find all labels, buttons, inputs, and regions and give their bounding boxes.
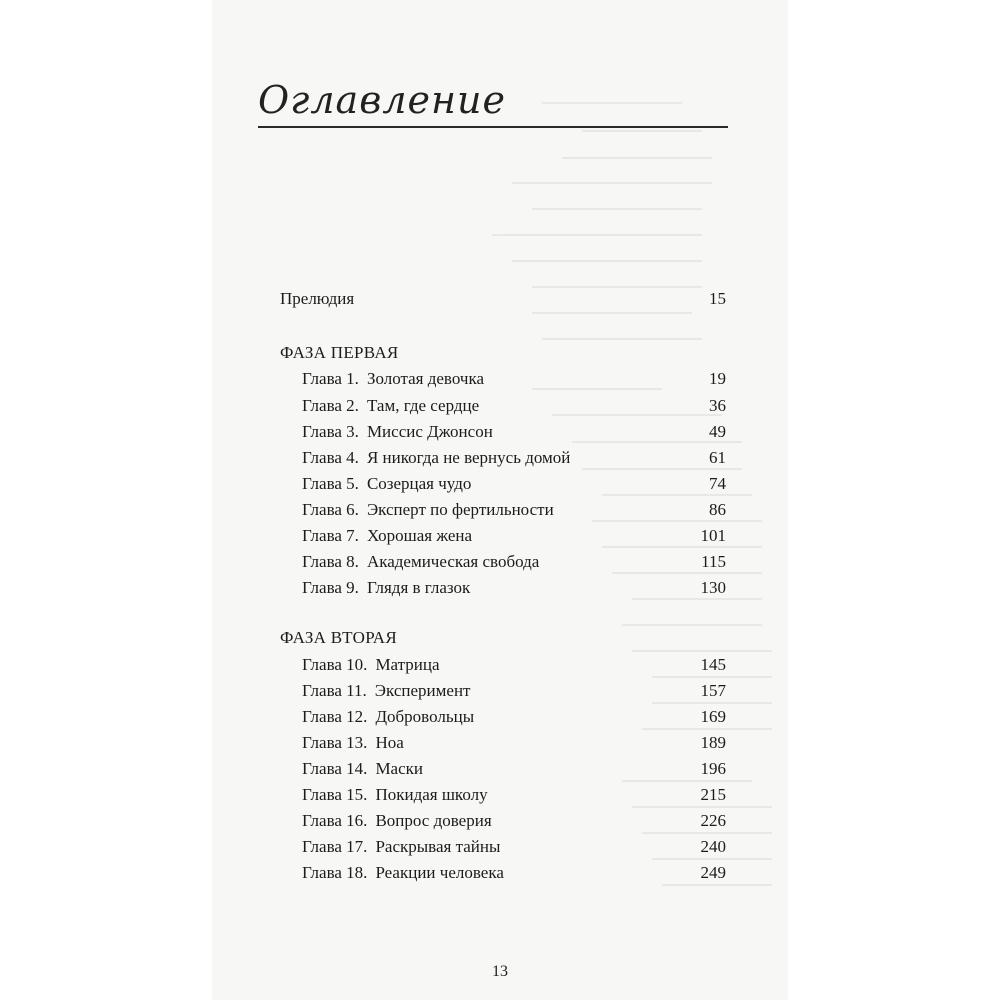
toc-entry-chapter-5[interactable] (302, 473, 726, 495)
section-heading-phase-2: ФАЗА ВТОРАЯ (280, 628, 398, 647)
chapter-number: Глава 16. (302, 811, 368, 830)
chapter-number: Глава 15. (302, 785, 368, 804)
toc-entry-chapter-14[interactable] (302, 758, 726, 780)
entry-title (302, 525, 472, 547)
toc-entry-chapter-1[interactable] (302, 368, 726, 390)
chapter-title: Я никогда не вернусь домой (366, 448, 571, 467)
entry-title (302, 577, 470, 599)
chapter-number: Глава 3. (302, 422, 359, 441)
entry-title (302, 784, 488, 806)
chapter-title: Вопрос доверия (375, 811, 492, 830)
chapter-number: Глава 6. (302, 500, 359, 519)
toc-entry-chapter-10[interactable] (302, 654, 726, 676)
entry-title (302, 862, 504, 884)
page-number: 145 (700, 655, 726, 674)
page-number: 86 (709, 500, 726, 519)
chapter-title: Матрица (375, 655, 440, 674)
toc-entry-chapter-3[interactable] (302, 421, 726, 443)
entry-title (302, 706, 474, 728)
toc-entry-chapter-18[interactable] (302, 862, 726, 884)
chapter-number: Глава 12. (302, 707, 368, 726)
toc-entry-chapter-15[interactable] (302, 784, 726, 806)
page-number: 226 (700, 811, 726, 830)
toc-entry-chapter-12[interactable] (302, 706, 726, 728)
toc-entry-chapter-8[interactable] (302, 551, 726, 573)
toc-entry-chapter-7[interactable] (302, 525, 726, 547)
page-number: 249 (700, 863, 726, 882)
title-underline (258, 126, 728, 128)
toc-entry-chapter-16[interactable] (302, 810, 726, 832)
page-number: 215 (700, 785, 726, 804)
chapter-title: Ноа (375, 733, 404, 752)
page-number: 196 (700, 759, 726, 778)
chapter-title: Миссис Джонсон (366, 422, 493, 441)
chapter-number: Глава 13. (302, 733, 368, 752)
chapter-title: Академическая свобода (366, 552, 540, 571)
entry-title (302, 499, 554, 521)
page-number: 19 (709, 369, 726, 388)
entry-title (302, 758, 423, 780)
entry-title (302, 680, 470, 702)
page-number: 61 (709, 448, 726, 467)
chapter-title: Созерцая чудо (366, 474, 472, 493)
toc-entry-chapter-4[interactable] (302, 447, 726, 469)
book-page (212, 0, 788, 1000)
chapter-number: Глава 7. (302, 526, 359, 545)
chapter-title: Хорошая жена (366, 526, 473, 545)
chapter-title: Раскрывая тайны (375, 837, 501, 856)
page-number: 115 (701, 552, 726, 571)
page-number: 15 (709, 289, 726, 308)
entry-title (302, 810, 492, 832)
entry-title: Прелюдия (280, 289, 355, 308)
toc-entry-chapter-2[interactable] (302, 395, 726, 417)
page-number: 130 (700, 578, 726, 597)
chapter-title: Добровольцы (375, 707, 475, 726)
toc-entry-chapter-9[interactable] (302, 577, 726, 599)
chapter-number: Глава 5. (302, 474, 359, 493)
chapter-title: Там, где сердце (366, 396, 480, 415)
entry-title (302, 654, 440, 676)
chapter-number: Глава 8. (302, 552, 359, 571)
toc-entry-chapter-6[interactable] (302, 499, 726, 521)
page-title: Оглавление (258, 78, 507, 122)
page-number: 36 (709, 396, 726, 415)
chapter-title: Золотая девочка (366, 369, 485, 388)
chapter-title: Реакции человека (375, 863, 504, 882)
chapter-title: Покидая школу (375, 785, 488, 804)
chapter-number: Глава 14. (302, 759, 368, 778)
chapter-number: Глава 4. (302, 448, 359, 467)
page-number: 169 (700, 707, 726, 726)
page-number: 101 (700, 526, 726, 545)
entry-title (302, 732, 404, 754)
toc-entry-chapter-11[interactable] (302, 680, 726, 702)
page-number: 157 (700, 681, 726, 700)
entry-title (302, 395, 479, 417)
page-number: 240 (700, 837, 726, 856)
chapter-number: Глава 10. (302, 655, 368, 674)
entry-title (302, 473, 471, 495)
chapter-number: Глава 11. (302, 681, 367, 700)
section-heading-phase-1: ФАЗА ПЕРВАЯ (280, 343, 399, 362)
chapter-title: Маски (375, 759, 424, 778)
entry-title (302, 447, 570, 469)
chapter-title: Эксперимент (374, 681, 471, 700)
entry-title (302, 551, 539, 573)
chapter-number: Глава 9. (302, 578, 359, 597)
page-number: 189 (700, 733, 726, 752)
chapter-number: Глава 17. (302, 837, 368, 856)
chapter-number: Глава 1. (302, 369, 359, 388)
chapter-title: Эксперт по фертильности (366, 500, 554, 519)
toc-entry-chapter-13[interactable] (302, 732, 726, 754)
entry-title (302, 368, 484, 390)
entry-title (302, 421, 493, 443)
chapter-number: Глава 18. (302, 863, 368, 882)
chapter-number: Глава 2. (302, 396, 359, 415)
toc-entry-chapter-17[interactable] (302, 836, 726, 858)
chapter-title: Глядя в глазок (366, 578, 471, 597)
page-folio: 13 (492, 963, 508, 980)
toc-entry-prelude[interactable] (280, 288, 726, 310)
page-number: 74 (709, 474, 726, 493)
entry-title (302, 836, 500, 858)
page-number: 49 (709, 422, 726, 441)
